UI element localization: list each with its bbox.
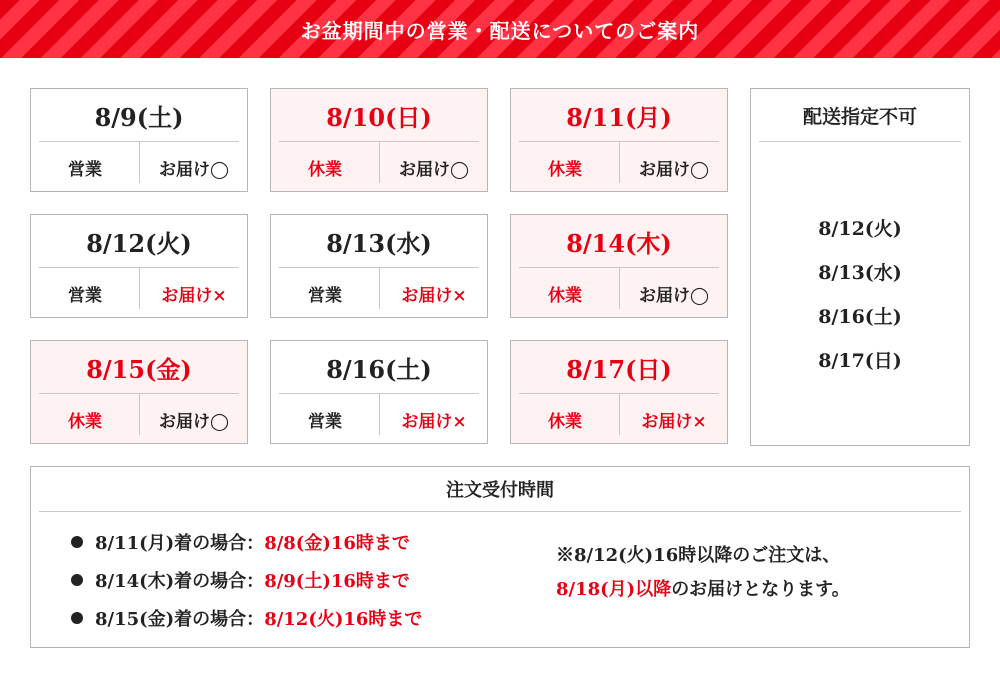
order-hours-title: 注文受付時間 bbox=[446, 480, 554, 501]
day-date: 8/12(火) bbox=[86, 228, 192, 258]
day-card bbox=[510, 88, 728, 192]
no-delivery-date: 8/17(日) bbox=[818, 350, 902, 372]
day-card bbox=[510, 214, 728, 318]
order-deadline-item bbox=[71, 523, 422, 561]
note-date-highlight: 8/18(月)以降 bbox=[556, 579, 672, 600]
divider bbox=[759, 141, 961, 142]
day-card bbox=[30, 340, 248, 444]
day-card bbox=[510, 340, 728, 444]
day-status: 営業 bbox=[308, 285, 342, 306]
day-date: 8/11(月) bbox=[566, 102, 672, 132]
note-rest: のお届けとなります。 bbox=[671, 579, 850, 600]
no-delivery-date: 8/16(土) bbox=[818, 306, 902, 328]
late-order-note bbox=[556, 539, 850, 607]
no-delivery-date-list bbox=[751, 207, 969, 383]
note-line-2 bbox=[556, 573, 850, 607]
arrival-label: 8/11(月)着の場合： bbox=[95, 533, 265, 554]
order-deadline-item bbox=[71, 599, 422, 637]
day-delivery: お届け◯ bbox=[638, 285, 710, 306]
day-card bbox=[30, 88, 248, 192]
day-delivery: お届け◯ bbox=[158, 411, 230, 432]
day-card bbox=[270, 214, 488, 318]
day-date: 8/13(水) bbox=[326, 228, 432, 258]
day-date: 8/17(日) bbox=[566, 354, 672, 384]
arrival-label: 8/14(木)着の場合： bbox=[95, 571, 265, 592]
arrival-label: 8/15(金)着の場合： bbox=[95, 609, 265, 630]
day-delivery: お届け× bbox=[401, 411, 467, 432]
bullet-icon bbox=[71, 612, 83, 624]
order-deadline: 8/9(土)16時まで bbox=[264, 571, 410, 592]
no-delivery-title: 配送指定不可 bbox=[802, 105, 917, 128]
day-status: 休業 bbox=[68, 411, 102, 432]
no-delivery-date: 8/12(火) bbox=[818, 218, 902, 240]
day-delivery: お届け◯ bbox=[398, 159, 470, 180]
day-delivery: お届け× bbox=[401, 285, 467, 306]
day-date: 8/14(木) bbox=[566, 228, 672, 258]
day-status: 休業 bbox=[548, 411, 582, 432]
bullet-icon bbox=[71, 536, 83, 548]
order-deadline-list bbox=[71, 523, 422, 637]
day-status: 営業 bbox=[68, 159, 102, 180]
day-status: 営業 bbox=[68, 285, 102, 306]
day-status: 休業 bbox=[308, 159, 342, 180]
day-delivery: お届け◯ bbox=[638, 159, 710, 180]
divider bbox=[39, 511, 961, 512]
order-hours-panel bbox=[30, 466, 970, 648]
day-status: 営業 bbox=[308, 411, 342, 432]
day-card bbox=[270, 88, 488, 192]
page-title-banner bbox=[0, 0, 1000, 58]
day-date: 8/16(土) bbox=[326, 354, 432, 384]
day-status: 休業 bbox=[548, 285, 582, 306]
day-status: 休業 bbox=[548, 159, 582, 180]
day-delivery: お届け× bbox=[641, 411, 707, 432]
bullet-icon bbox=[71, 574, 83, 586]
day-date: 8/9(土) bbox=[94, 102, 184, 132]
day-delivery: お届け◯ bbox=[158, 159, 230, 180]
note-line-1: ※8/12(火)16時以降のご注文は、 bbox=[556, 545, 841, 566]
page-title: お盆期間中の営業・配送についてのご案内 bbox=[300, 18, 700, 43]
day-card bbox=[30, 214, 248, 318]
order-deadline: 8/12(火)16時まで bbox=[264, 609, 423, 630]
order-deadline-item bbox=[71, 561, 422, 599]
order-deadline: 8/8(金)16時まで bbox=[264, 533, 410, 554]
day-card bbox=[270, 340, 488, 444]
no-delivery-panel bbox=[750, 88, 970, 446]
day-delivery: お届け× bbox=[161, 285, 227, 306]
day-date: 8/10(日) bbox=[326, 102, 432, 132]
no-delivery-date: 8/13(水) bbox=[818, 262, 902, 284]
day-date: 8/15(金) bbox=[86, 354, 192, 384]
